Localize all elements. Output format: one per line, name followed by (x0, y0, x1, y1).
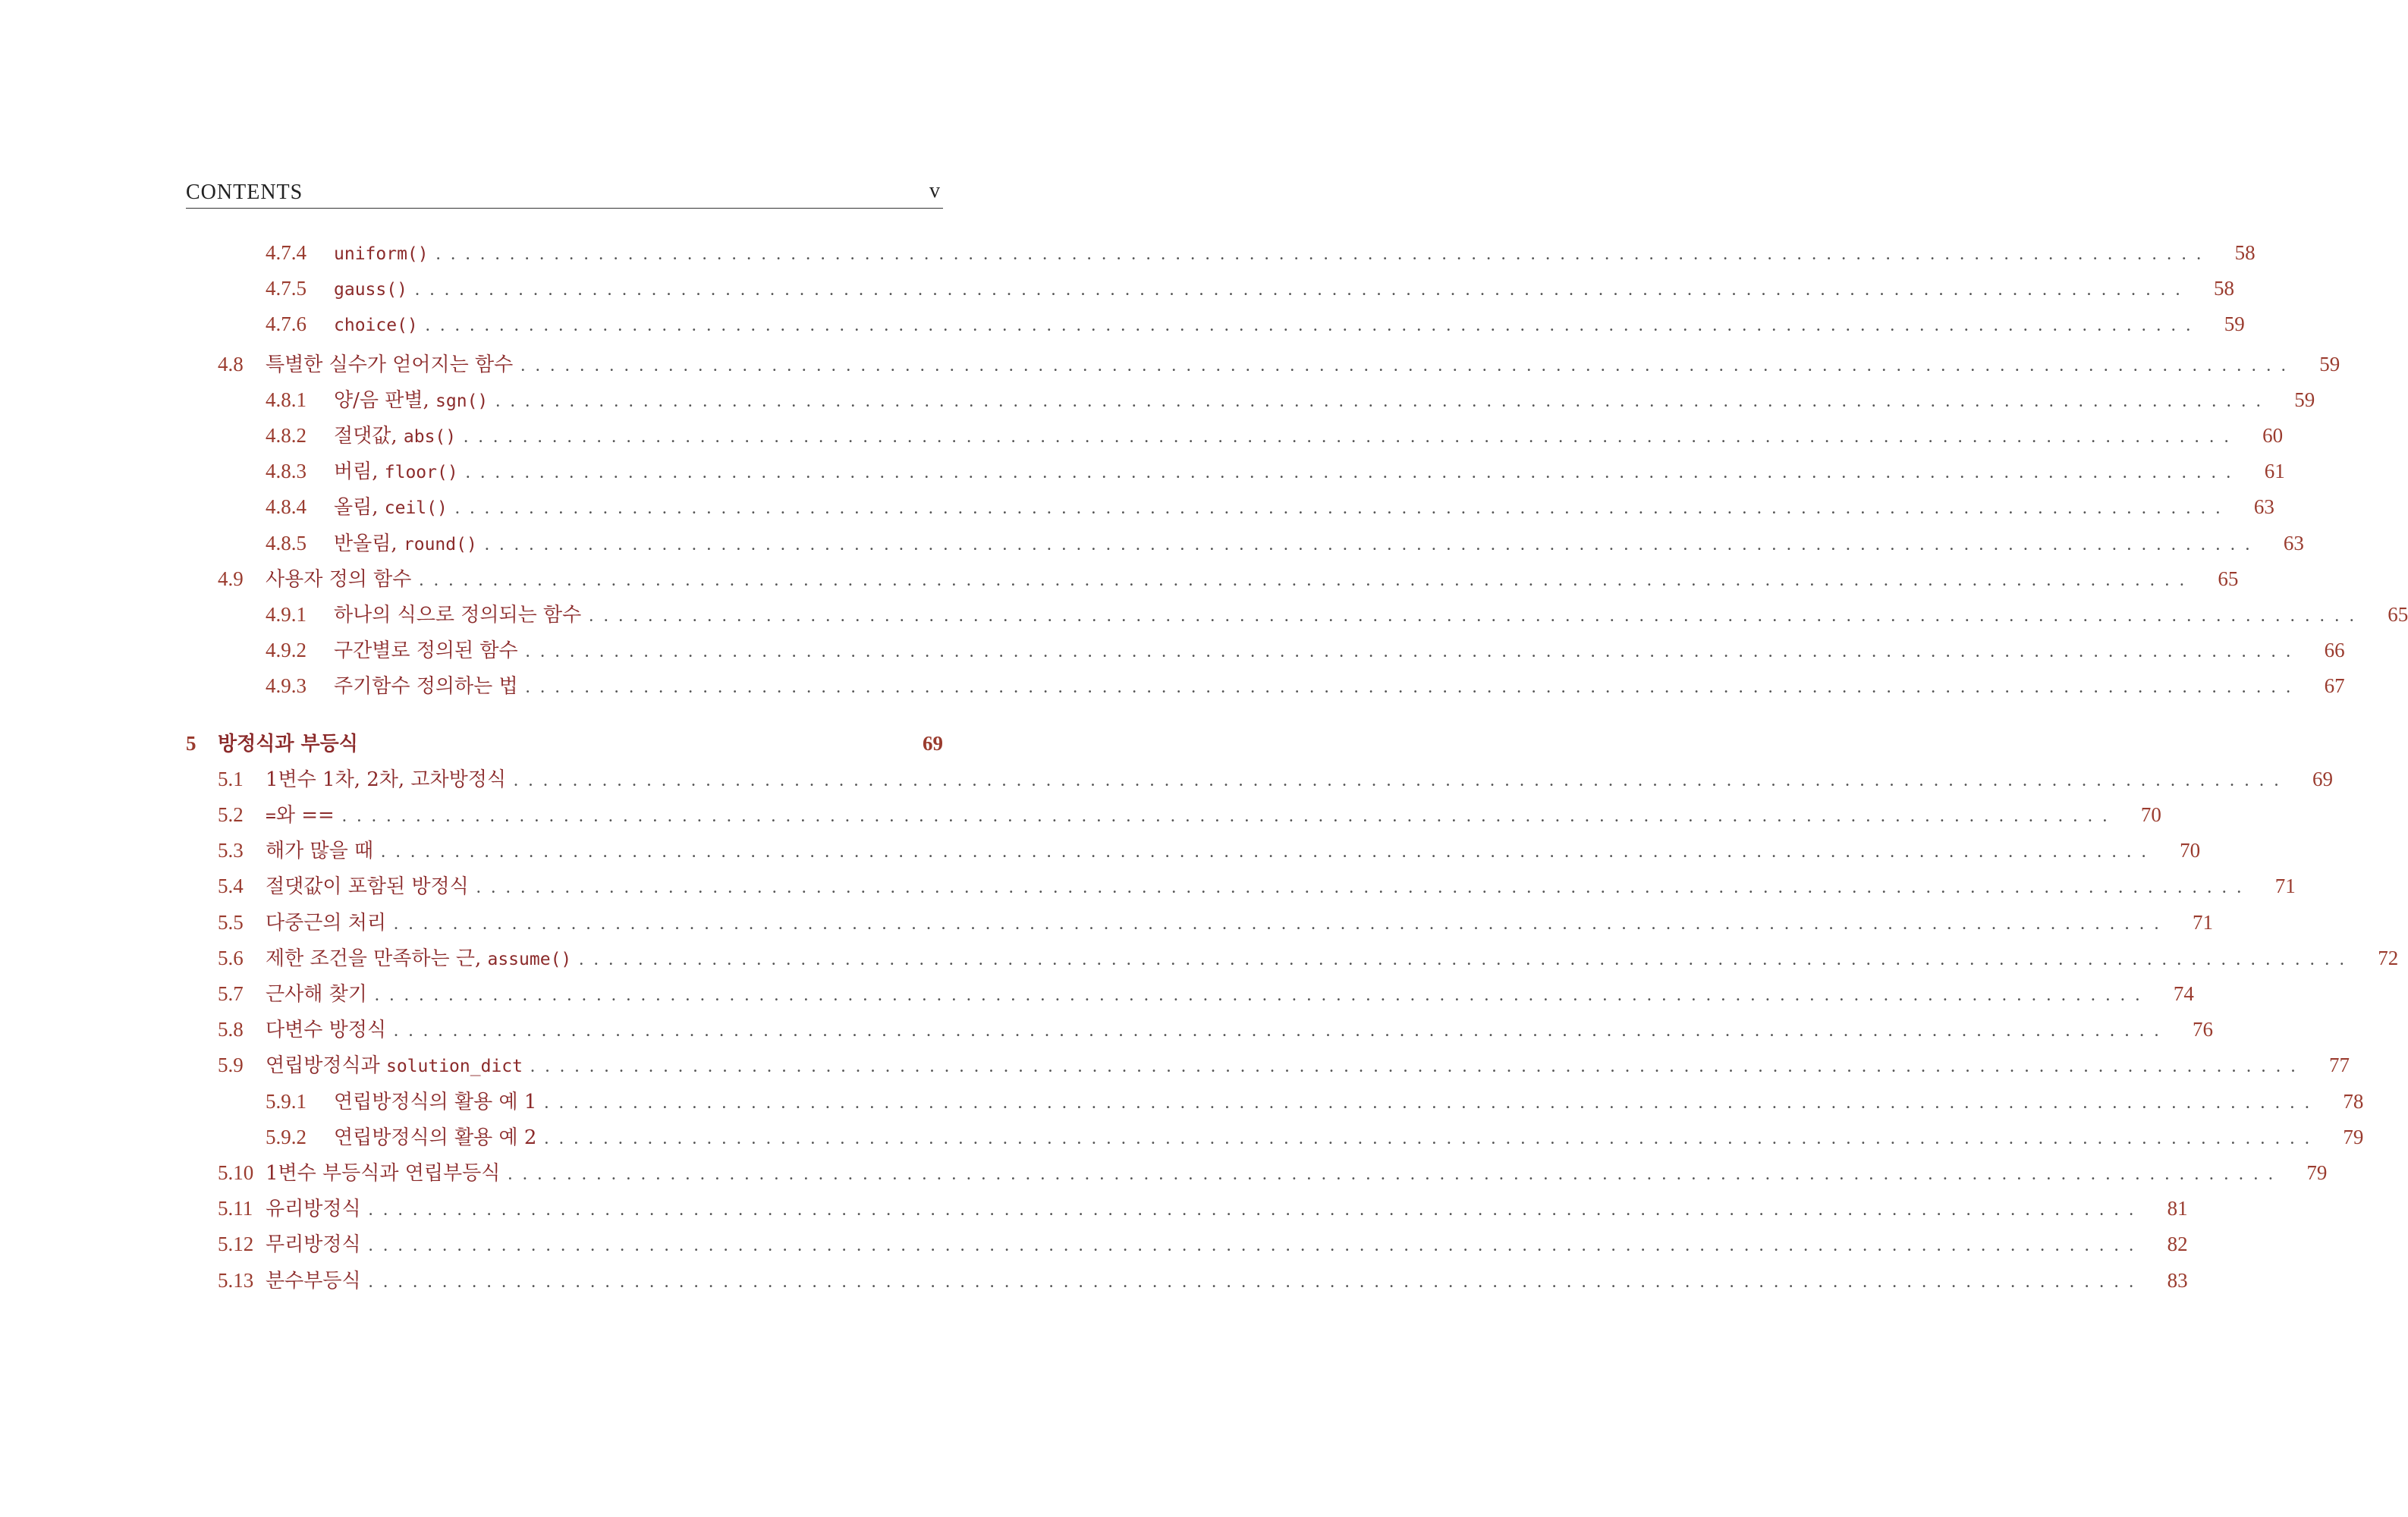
toc-leader-dots: ........................................................................................................................ (544, 1092, 2320, 1113)
toc-entry-title: 올림, ceil() (334, 496, 448, 520)
toc-entry[interactable] (186, 456, 2285, 486)
toc-entry[interactable] (186, 764, 2333, 794)
toc-entry-number: 4.8.2 (266, 424, 307, 447)
toc-entry-page: 67 (2324, 674, 2345, 698)
toc-entry[interactable] (186, 564, 2239, 594)
toc-leader-dots: ........................................................................................................................ (484, 534, 2260, 554)
toc-entry[interactable] (186, 277, 2234, 307)
toc-entry-title: 제한 조건을 만족하는 근, assume() (266, 947, 572, 970)
toc-entry[interactable] (186, 1014, 2213, 1044)
toc-entry-number: 5.11 (218, 1197, 253, 1220)
toc-entry-page: 59 (2294, 388, 2315, 411)
toc-leader-dots: ........................................................................................................................ (589, 606, 2365, 626)
toc-entry-number: 5.9.1 (266, 1089, 307, 1113)
toc-entry-page: 61 (2264, 460, 2285, 483)
toc-entry-number: 5.9.2 (266, 1125, 307, 1148)
toc-entry-title: uniform() (334, 244, 429, 264)
toc-entry-page: 76 (2192, 1018, 2213, 1041)
toc-entry-number: 5.5 (218, 910, 244, 934)
toc-entry[interactable] (186, 599, 2408, 630)
toc-leader-dots: ........................................................................................................................ (544, 1128, 2320, 1148)
toc-entry-number: 5.10 (218, 1161, 254, 1184)
toc-entry[interactable] (186, 1157, 2328, 1188)
toc-leader-dots: ........................................................................................................................ (495, 391, 2271, 411)
toc-entry-title: 주기함수 정의하는 법 (334, 675, 518, 699)
toc-entry-number: 5.7 (218, 982, 244, 1005)
toc-leader-dots: ........................................................................................................................ (454, 498, 2230, 519)
toc-leader-dots: ........................................................................................................................ (514, 770, 2289, 790)
toc-entry-number: 4.9.1 (266, 603, 307, 626)
toc-entry-page: 69 (2312, 767, 2333, 790)
page-header (186, 181, 943, 209)
toc-leader-dots: ........................................................................................................................ (393, 913, 2169, 934)
toc-entry[interactable] (186, 420, 2284, 451)
toc-entry-title: 사용자 정의 함수 (266, 567, 412, 591)
toc-entry-page: 59 (2224, 313, 2245, 336)
toc-leader-dots: ........................................................................................................................ (414, 280, 2190, 300)
toc-leader-dots: ........................................................................................................................ (368, 1236, 2144, 1256)
toc-entry[interactable] (186, 1265, 2188, 1296)
toc-entry-number: 5.1 (218, 767, 244, 790)
toc-entry-title: 다변수 방정식 (266, 1019, 386, 1042)
toc-entry-title: 절댓값이 포함된 방정식 (266, 875, 469, 899)
toc-entry-page: 77 (2328, 1054, 2350, 1077)
toc-entry-page: 59 (2319, 352, 2340, 375)
toc-entry-number: 4.7.4 (266, 241, 307, 264)
toc-leader-dots: ........................................................................................................................ (419, 570, 2195, 590)
toc-entry-page: 65 (2218, 567, 2239, 590)
toc-entry-title: 방정식과 부등식 (218, 732, 358, 755)
toc-entry-title: 특별한 실수가 얻어지는 함수 (266, 353, 514, 376)
toc-entry-title: gauss() (334, 280, 407, 300)
toc-entry-number: 4.9.2 (266, 639, 307, 662)
page-number: v (929, 179, 940, 203)
toc-entry-title: 해가 많을 때 (266, 840, 374, 863)
toc-entry-title: 하나의 식으로 정의되는 함수 (334, 604, 582, 627)
toc-entry-page: 66 (2324, 639, 2345, 662)
toc-leader-dots: ........................................................................................................................ (476, 878, 2252, 898)
toc-entry-page: 83 (2167, 1268, 2188, 1292)
toc-entry-title: 무리방정식 (266, 1233, 361, 1257)
toc-entry-title: 연립방정식과 solution_dict (266, 1054, 523, 1078)
toc-entry-title: 연립방정식의 활용 예 2 (334, 1126, 537, 1149)
toc-entry[interactable] (186, 1122, 2364, 1152)
toc-entry-title: 구간별로 정의된 함수 (334, 639, 518, 663)
toc-entry[interactable] (186, 1193, 2188, 1223)
toc-entry-number: 5.2 (218, 803, 244, 826)
toc-entry-title: 절댓값, abs() (334, 425, 457, 448)
toc-entry-number: 5.6 (218, 946, 244, 969)
toc-entry-title: 양/음 판별, sgn() (334, 388, 489, 412)
toc-entry-page: 60 (2262, 424, 2284, 447)
toc-entry-page: 63 (2283, 531, 2304, 554)
toc-entry-title: 유리방정식 (266, 1198, 361, 1221)
toc-entry[interactable] (186, 241, 2256, 272)
toc-entry-number: 4.8.1 (266, 388, 307, 411)
toc-entry[interactable] (186, 1086, 2364, 1117)
toc-entry-page: 71 (2274, 875, 2296, 898)
toc-entry[interactable] (186, 978, 2194, 1009)
toc-entry-page: 63 (2253, 495, 2274, 519)
toc-entry-page: 81 (2167, 1197, 2188, 1220)
toc-entry[interactable] (186, 728, 943, 758)
toc-entry[interactable] (186, 1050, 2350, 1080)
toc-entry[interactable] (186, 385, 2315, 415)
toc-entry[interactable] (186, 835, 2201, 865)
toc-entry[interactable] (186, 492, 2274, 522)
toc-entry-number: 4.8.4 (266, 495, 307, 519)
toc-leader-dots: ........................................................................................................................ (525, 642, 2301, 662)
toc-leader-dots: ........................................................................................................................ (368, 1271, 2144, 1292)
toc-entry[interactable] (186, 943, 2399, 973)
toc-entry-page: 58 (2234, 241, 2256, 264)
toc-entry-number: 4.7.5 (266, 277, 307, 300)
toc-entry-page: 78 (2343, 1089, 2364, 1113)
toc-leader-dots: ........................................................................................................................ (368, 1200, 2144, 1220)
toc-entry[interactable] (186, 1229, 2188, 1259)
toc-entry-number: 5 (186, 731, 196, 755)
toc-entry-title: 분수부등식 (266, 1269, 361, 1292)
toc-leader-dots: ........................................................................................................................ (374, 985, 2150, 1005)
toc-entry[interactable] (186, 799, 2161, 830)
toc-entry-title: 버림, floor() (334, 460, 458, 484)
toc-entry-number: 5.4 (218, 875, 244, 898)
toc-entry[interactable] (186, 635, 2345, 665)
toc-leader-dots: ........................................................................................................................ (341, 806, 2117, 826)
toc-entry-title: 연립방정식의 활용 예 1 (334, 1090, 537, 1113)
toc-entry-title: 근사해 찾기 (266, 983, 367, 1006)
toc-entry[interactable] (186, 349, 2340, 379)
toc-entry[interactable] (186, 671, 2345, 701)
toc-entry-title: 다중근의 처리 (266, 911, 386, 934)
toc-entry-page: 79 (2343, 1125, 2364, 1148)
toc-entry-number: 5.3 (218, 839, 244, 862)
toc-entry-page: 65 (2388, 603, 2408, 626)
toc-entry-number: 4.8 (218, 352, 244, 375)
toc-leader-dots: ........................................................................................................................ (525, 677, 2301, 698)
toc-entry-number: 4.8.5 (266, 531, 307, 554)
toc-entry[interactable] (186, 528, 2304, 558)
toc-entry-number: 5.13 (218, 1268, 254, 1292)
toc-entry-page: 58 (2213, 277, 2234, 300)
toc-entry-number: 4.9.3 (266, 674, 307, 698)
toc-entry-number: 5.9 (218, 1054, 244, 1077)
toc-leader-dots: ........................................................................................................................ (579, 949, 2355, 969)
toc-entry[interactable] (186, 313, 2245, 343)
toc-leader-dots: ........................................................................................................................ (465, 463, 2241, 483)
toc-entry[interactable] (186, 871, 2296, 901)
toc-leader-dots: ........................................................................................................................ (520, 355, 2296, 375)
toc-entry-title: 1변수 부등식과 연립부등식 (266, 1162, 501, 1185)
toc-entry[interactable] (186, 907, 2213, 938)
toc-entry-number: 5.12 (218, 1233, 254, 1256)
toc-leader-dots: ........................................................................................................................ (530, 1057, 2306, 1077)
toc-entry-number: 4.8.3 (266, 460, 307, 483)
toc-leader-dots: ........................................................................................................................ (425, 316, 2201, 336)
toc-entry-page: 70 (2180, 839, 2201, 862)
toc-leader-dots: ........................................................................................................................ (464, 427, 2240, 447)
toc-entry-title: choice() (334, 316, 418, 336)
running-head: CONTENTS (186, 181, 303, 204)
toc-entry-page: 71 (2192, 910, 2213, 934)
toc-entry-title: 반올림, round() (334, 532, 477, 555)
toc-entry-page: 69 (923, 731, 943, 755)
toc-leader-dots: ........................................................................................................................ (393, 1021, 2169, 1041)
toc-leader-dots: ........................................................................................................................ (435, 244, 2212, 264)
toc-entry-page: 79 (2306, 1161, 2328, 1184)
toc-entry-number: 4.7.6 (266, 313, 307, 336)
toc-leader-dots: ........................................................................................................................ (381, 842, 2157, 862)
toc-entry-title: =와 == (266, 804, 335, 827)
toc-leader-dots: ........................................................................................................................ (508, 1164, 2284, 1184)
toc-entry-page: 72 (2378, 946, 2399, 969)
toc-entry-page: 70 (2140, 803, 2161, 826)
toc-entry-number: 4.9 (218, 567, 244, 590)
toc-entry-page: 82 (2167, 1233, 2188, 1256)
toc-entry-title: 1변수 1차, 2차, 고차방정식 (266, 768, 506, 791)
toc-entry-page: 74 (2173, 982, 2194, 1005)
toc-entry-number: 5.8 (218, 1018, 244, 1041)
